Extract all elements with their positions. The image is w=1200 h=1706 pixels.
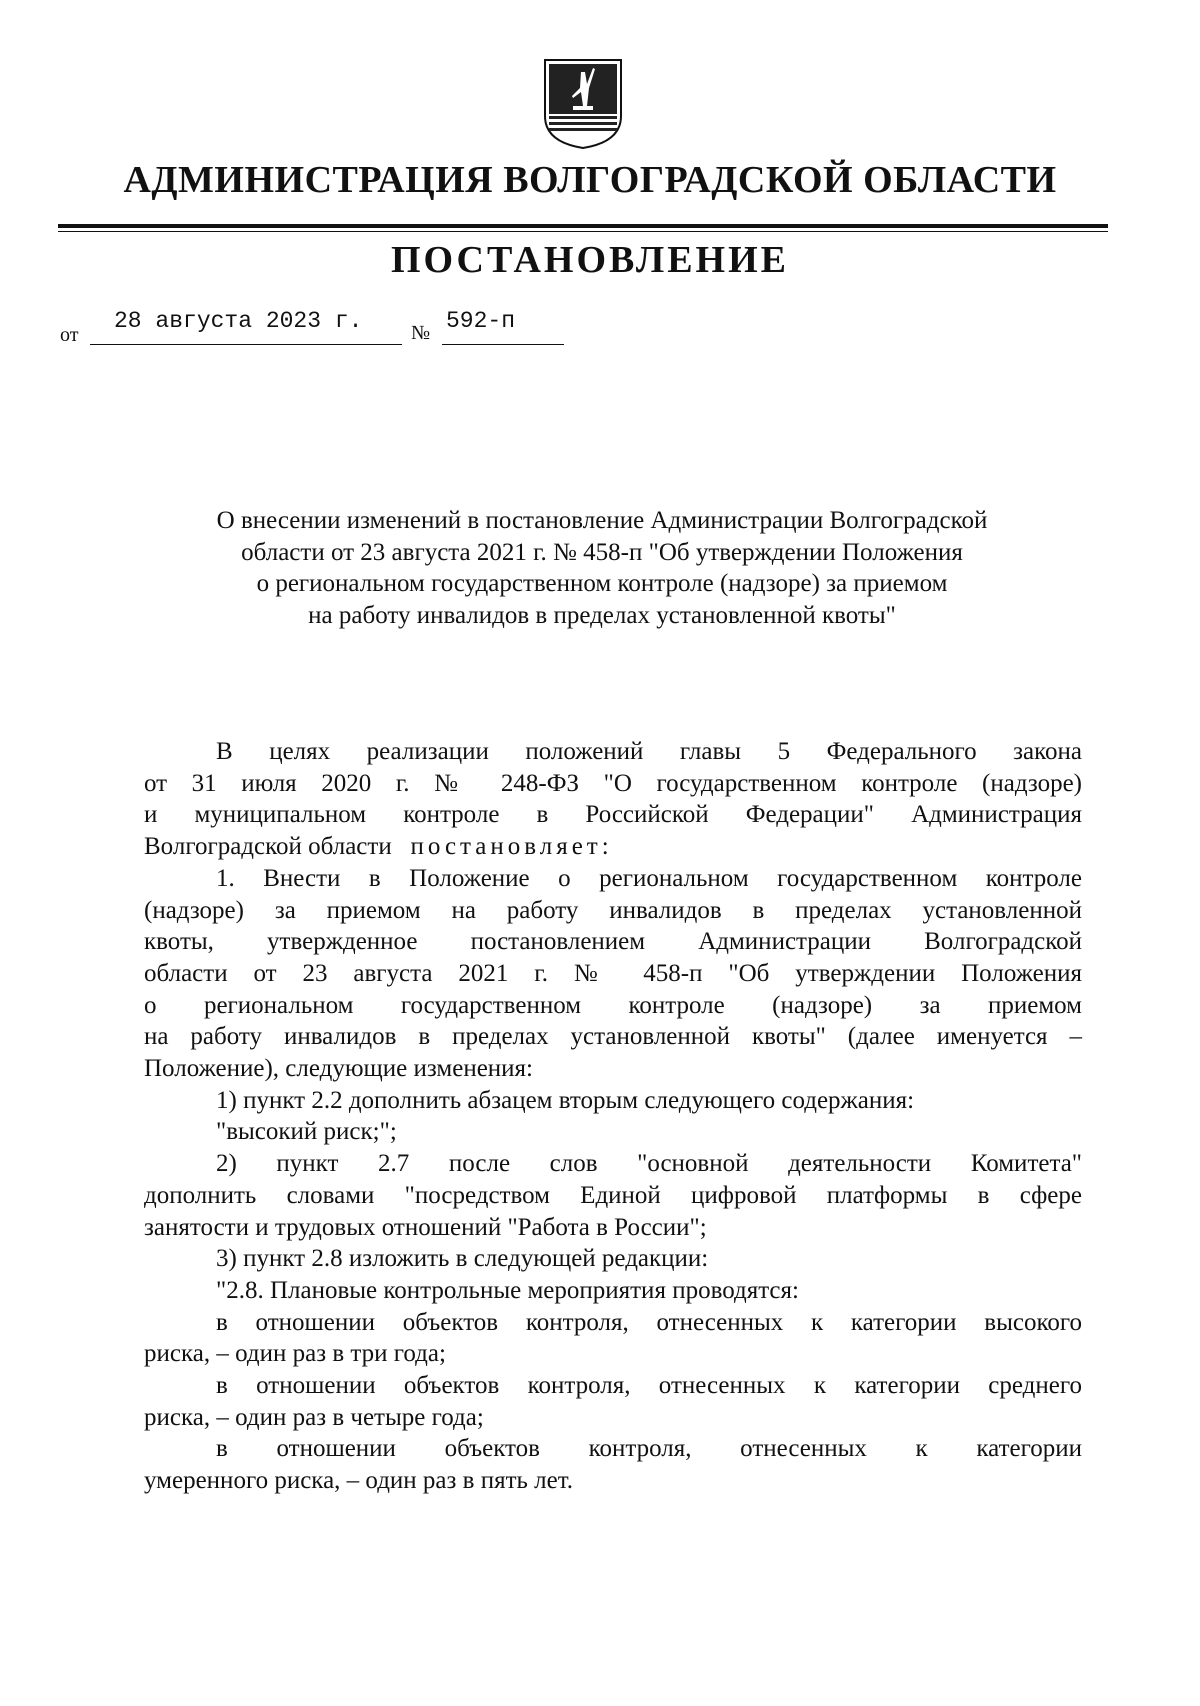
body-line: Положение), следующие изменения: xyxy=(144,1055,534,1083)
body-text: Волгоградской области xyxy=(144,833,392,861)
body-line: в отношении объектов контроля, отнесенных к категории высокого xyxy=(216,1308,1082,1336)
body-line: от 31 июля 2020 г. № 248-ФЗ "О государственном контроле (надзоре) xyxy=(144,769,1082,797)
body-line: квоты, утвержденное постановлением Администрации Волгоградской xyxy=(144,928,1082,956)
date-prefix: от xyxy=(60,324,79,346)
body-line: 1) пункт 2.2 дополнить абзацем вторым следующего содержания: xyxy=(216,1086,915,1114)
body-line: в отношении объектов контроля, отнесенных к категории среднего xyxy=(216,1372,1082,1400)
body-line: риска, – один раз в три года; xyxy=(144,1340,446,1368)
body-line: о региональном государственном контроле (надзоре) за приемом xyxy=(144,991,1082,1019)
header-rule-thick xyxy=(58,224,1108,228)
body-line: "2.8. Плановые контрольные мероприятия проводятся: xyxy=(216,1276,799,1304)
body-line: и муниципальном контроле в Российской Федерации" Администрация xyxy=(144,801,1082,829)
body-line xyxy=(144,831,1082,863)
number-underline xyxy=(442,344,564,345)
body-line: 2) пункт 2.7 после слов "основной деятельности Комитета" xyxy=(216,1150,1082,1178)
organization-title: АДМИНИСТРАЦИЯ ВОЛГОГРАДСКОЙ ОБЛАСТИ xyxy=(123,159,1057,201)
body-line: 1. Внести в Положение о региональном государственном контроле xyxy=(216,864,1082,892)
date-underline xyxy=(90,344,402,345)
subject-line: о региональном государственном контроле (надзоре) за приемом xyxy=(256,570,948,597)
document-type-title: ПОСТАНОВЛЕНИЕ xyxy=(390,239,790,281)
body-line: дополнить словами "посредством Единой цифровой платформы в сфере xyxy=(144,1181,1082,1209)
body-line: занятости и трудовых отношений "Работа в России"; xyxy=(144,1213,707,1241)
body-line: умеренного риска, – один раз в пять лет. xyxy=(144,1467,574,1495)
body-line: области от 23 августа 2021 г. № 458-п "Об утверждении Положения xyxy=(144,959,1082,987)
document-body xyxy=(144,736,1082,1497)
body-line: 3) пункт 2.8 изложить в следующей редакции: xyxy=(216,1245,709,1273)
subject-line: О внесении изменений в постановление Администрации Волгоградской xyxy=(216,507,988,534)
body-line: (надзоре) за приемом на работу инвалидов в пределах установленной xyxy=(144,896,1082,924)
decree-word: постановляет: xyxy=(410,833,613,861)
date-value: 28 августа 2023 г. xyxy=(114,308,363,334)
body-line: на работу инвалидов в пределах установленной квоты" (далее именуется – xyxy=(144,1023,1082,1051)
body-line: риска, – один раз в четыре года; xyxy=(144,1403,484,1431)
number-prefix: № xyxy=(411,322,431,344)
body-line: в отношении объектов контроля, отнесенных к категории xyxy=(216,1435,1082,1463)
subject-line: на работу инвалидов в пределах установленной квоты" xyxy=(308,601,896,629)
document-subject xyxy=(120,505,1084,631)
body-line: "высокий риск;"; xyxy=(216,1118,397,1146)
body-line: В целях реализации положений главы 5 Федерального закона xyxy=(216,738,1082,765)
subject-line: области от 23 августа 2021 г. № 458-п "Об утверждении Положения xyxy=(241,538,963,566)
header-rule-thin xyxy=(58,231,1108,232)
number-value: 592-п xyxy=(446,308,516,334)
coat-of-arms-icon xyxy=(543,58,623,150)
